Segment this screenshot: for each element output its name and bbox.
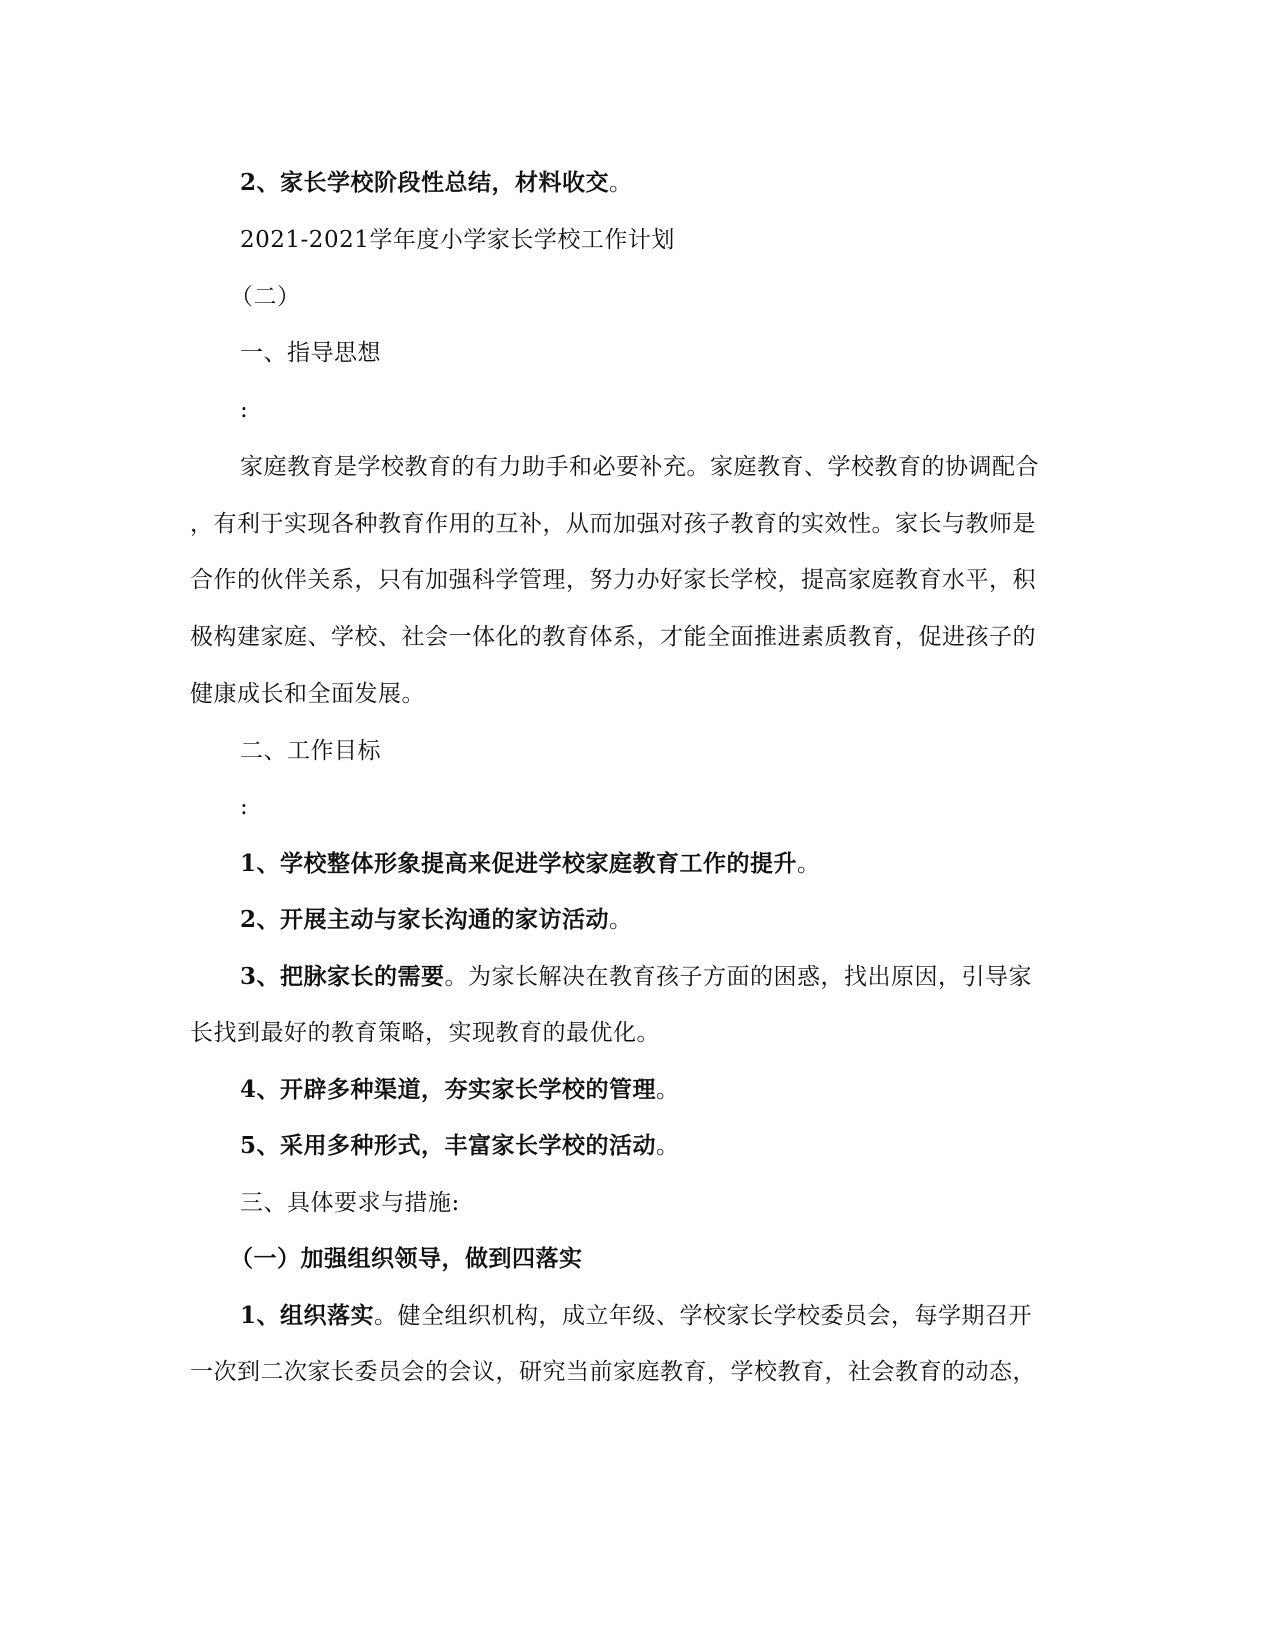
goal-item-4-end: 。 [656, 1077, 680, 1103]
goal-item-2-bold: 2、开展主动与家长沟通的家访活动 [240, 906, 610, 933]
colon-line-2 [240, 787, 1140, 827]
goal-item-1-bold: 1、学校整体形象提高来促进学校家庭教育工作的提升 [240, 850, 798, 877]
goal-item-3-bold: 3、把脉家长的需要 [240, 963, 445, 990]
goal-item-3-continued-text: 长找到最好的教育策略，实现教育的最优化。 [190, 1020, 660, 1046]
paragraph-line-4 [190, 617, 1090, 657]
colon-line-1 [240, 390, 1140, 430]
colon-line-1-text: : [240, 397, 249, 423]
heading-guiding-thought [240, 333, 1140, 373]
paragraph-line-1-text: 家庭教育是学校教育的有力助手和必要补充。家庭教育、学校教育的协调配合 [240, 454, 1039, 480]
plan-subtitle-text: （二） [230, 284, 301, 310]
subheading-organization [230, 1239, 1130, 1279]
paragraph-line-2-text: ，有利于实现各种教育作用的互补，从而加强对孩子教育的实效性。家长与教师是 [190, 511, 1036, 537]
measure-item-1-bold: 1、组织落实 [240, 1302, 375, 1329]
heading-requirements [240, 1183, 1140, 1223]
goal-item-5 [240, 1126, 1140, 1166]
goal-item-4 [240, 1070, 1140, 1110]
goal-item-2 [240, 900, 1140, 940]
paragraph-line-5-text: 健康成长和全面发展。 [190, 681, 425, 707]
paragraph-line-2 [190, 504, 1090, 544]
paragraph-line-3-text: 合作的伙伴关系，只有加强科学管理，努力办好家长学校，提高家庭教育水平，积 [190, 567, 1036, 593]
measure-item-1-rest: 。健全组织机构，成立年级、学校家长学校委员会，每学期召开 [374, 1303, 1033, 1329]
subheading-organization-text: （一）加强组织领导，做到四落实 [230, 1245, 583, 1272]
plan-subtitle [230, 277, 1130, 317]
goal-item-3-continued [190, 1013, 1090, 1053]
goal-item-4-bold: 4、开辟多种渠道，夯实家长学校的管理 [240, 1076, 657, 1103]
plan-title [240, 220, 1140, 260]
measure-item-1 [240, 1296, 1140, 1336]
paragraph-line-4-text: 极构建家庭、学校、社会一体化的教育体系，才能全面推进素质教育，促进孩子的 [190, 624, 1036, 650]
measure-item-1-continued-text: 一次到二次家长委员会的会议，研究当前家庭教育，学校教育，社会教育的动态， [190, 1359, 1036, 1385]
heading-work-goals [240, 731, 1140, 771]
goal-item-3-rest: 。为家长解决在教育孩子方面的困惑，找出原因，引导家 [444, 964, 1033, 990]
goal-item-2-end: 。 [609, 907, 633, 933]
goal-item-3 [240, 957, 1140, 997]
line-summary-end: 。 [609, 170, 633, 196]
colon-line-2-text: : [240, 794, 249, 820]
heading-work-goals-text: 二、工作目标 [240, 738, 381, 764]
heading-requirements-text: 三、具体要求与措施: [240, 1190, 460, 1216]
goal-item-5-bold: 5、采用多种形式，丰富家长学校的活动 [240, 1132, 657, 1159]
paragraph-line-1 [240, 447, 1140, 487]
line-summary [240, 163, 1140, 203]
goal-item-1-end: 。 [797, 851, 821, 877]
line-summary-bold: 2、家长学校阶段性总结，材料收交 [240, 169, 610, 196]
paragraph-line-3 [190, 560, 1090, 600]
measure-item-1-continued [190, 1352, 1090, 1392]
heading-guiding-thought-text: 一、指导思想 [240, 340, 381, 366]
paragraph-line-5 [190, 674, 1090, 714]
plan-title-text: 2021-2021学年度小学家长学校工作计划 [240, 227, 675, 253]
goal-item-1 [240, 844, 1140, 884]
goal-item-5-end: 。 [656, 1133, 680, 1159]
